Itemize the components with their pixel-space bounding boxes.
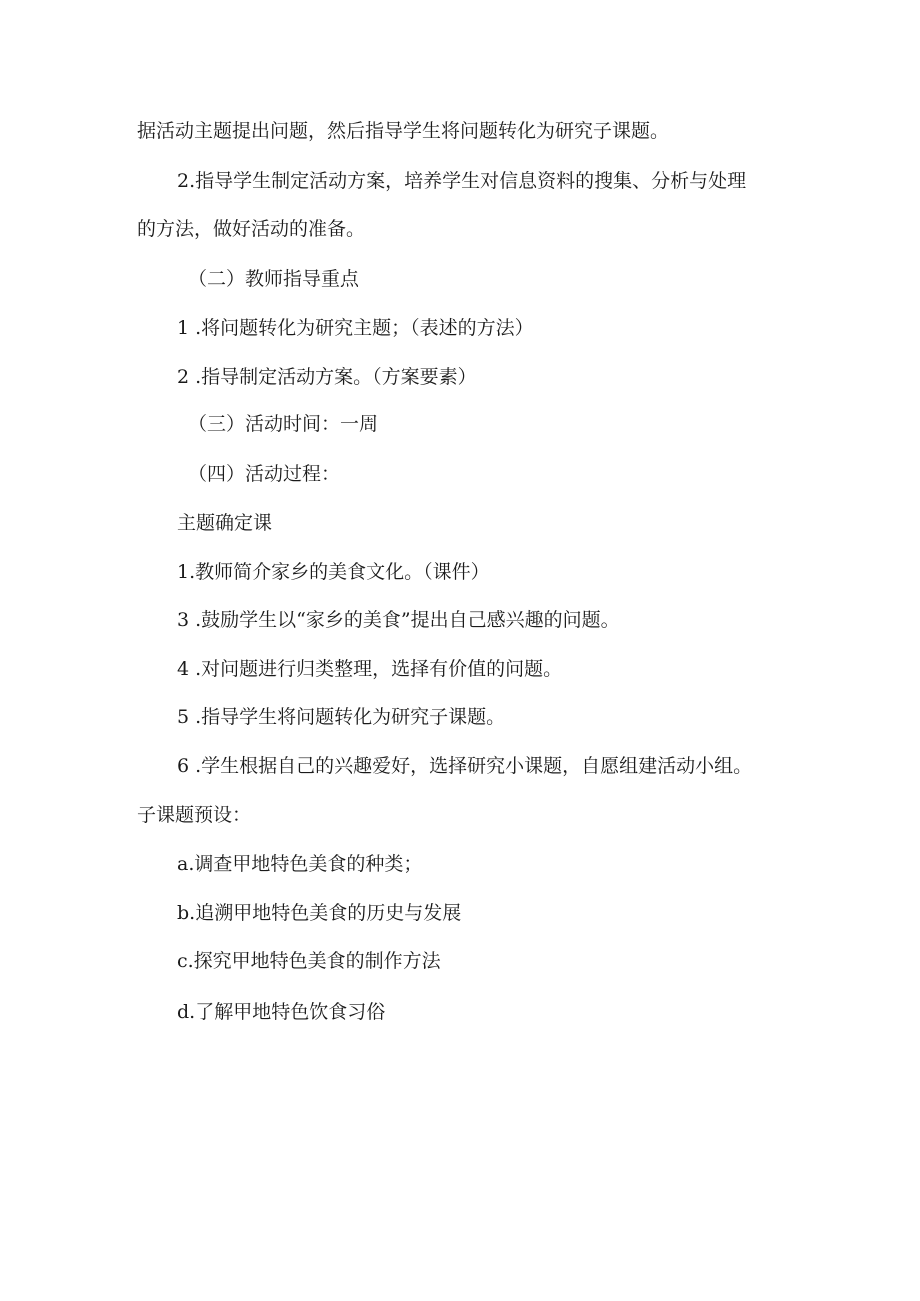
list-item-1: 1.教师简介家乡的美食文化。（课件） [177,561,490,583]
subheading: 主题确定课 [177,512,273,534]
list-item-c: c.探究甲地特色美食的制作方法 [177,950,441,972]
paragraph-line: 据活动主题提出问题，然后指导学生将问题转化为研究子课题。 [137,120,670,142]
list-item-4: 4 .对问题进行归类整理，选择有价值的问题。 [177,658,563,680]
list-item-2: 2 .指导制定活动方案。（方案要素） [177,366,477,388]
paragraph-line: 的方法，做好活动的准备。 [137,218,366,240]
section-heading-2: （二）教师指导重点 [188,268,360,290]
list-item-1: 1 .将问题转化为研究主题；（表述的方法） [177,317,534,339]
list-item-a: a.调查甲地特色美食的种类； [177,853,423,875]
list-item-b: b.追溯甲地特色美食的历史与发展 [177,902,462,924]
list-item-2: 2.指导学生制定活动方案，培养学生对信息资料的搜集、分析与处理 [177,170,747,192]
section-heading-3: （三）活动时间：一周 [188,413,379,435]
list-item-5: 5 .指导学生将问题转化为研究子课题。 [177,706,506,728]
list-item-3: 3 .鼓励学生以“家乡的美食”提出自己感兴趣的问题。 [177,609,620,631]
section-heading-4: （四）活动过程： [188,463,341,485]
subheading: 子课题预设： [137,804,252,826]
list-item-d: d.了解甲地特色饮食习俗 [177,1001,386,1023]
list-item-6: 6 .学生根据自己的兴趣爱好，选择研究小课题，自愿组建活动小组。 [177,755,753,777]
